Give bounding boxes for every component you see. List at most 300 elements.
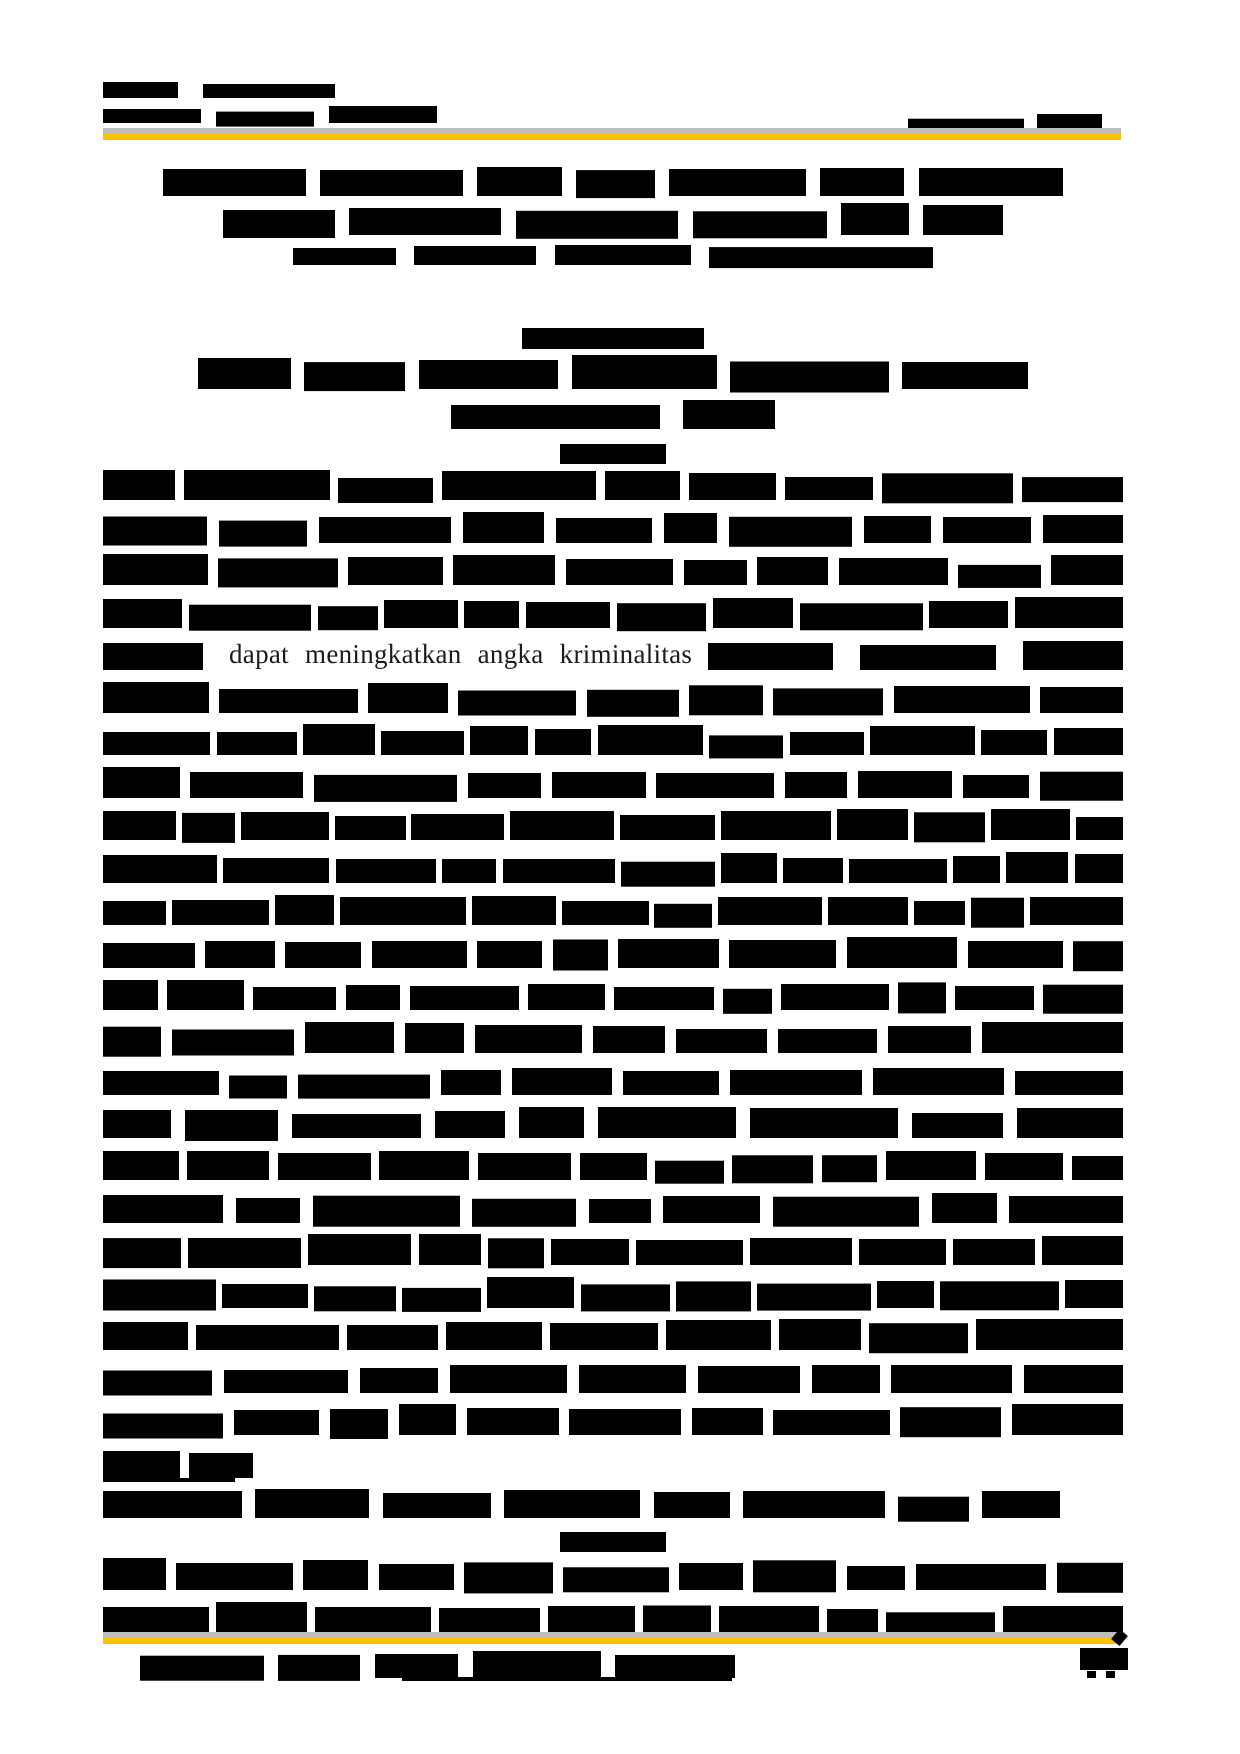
redacted-word	[255, 1489, 369, 1518]
redacted-paragraph-line	[103, 592, 1123, 628]
redacted-word	[348, 557, 443, 585]
redacted-word	[713, 598, 793, 628]
redacted-word	[1017, 1108, 1123, 1137]
redacted-word	[464, 1562, 553, 1593]
redacted-word	[516, 210, 678, 239]
redacted-word	[636, 1240, 743, 1265]
redacted-word	[858, 771, 953, 798]
redacted-word	[224, 1370, 348, 1393]
redacted-word	[552, 772, 646, 798]
redacted-word	[562, 901, 648, 925]
redacted-word	[820, 168, 905, 196]
redacted-word	[982, 1022, 1123, 1052]
redacted-word	[442, 859, 497, 882]
redacted-word	[411, 814, 504, 840]
redacted-word	[971, 897, 1024, 928]
redacted-word	[757, 1283, 871, 1310]
redacted-word	[785, 477, 873, 501]
footer-rule-yellow	[103, 1637, 1121, 1644]
redacted-word	[103, 1491, 242, 1518]
redacted-word	[103, 109, 201, 124]
redacted-word	[581, 1285, 670, 1311]
redacted-word	[528, 984, 604, 1010]
redacted-word	[223, 858, 330, 882]
redacted-word	[1043, 985, 1123, 1014]
redacted-word	[689, 685, 763, 714]
redacted-word	[103, 643, 203, 670]
redacted-word	[1043, 515, 1123, 542]
redacted-word	[303, 724, 374, 755]
redacted-word	[963, 775, 1030, 798]
redacted-word	[623, 1071, 720, 1096]
redacted-word	[219, 521, 307, 546]
redacted-word	[347, 1325, 438, 1351]
redacted-word	[103, 943, 195, 967]
redacted-word	[953, 1239, 1035, 1265]
redacted-word	[1072, 1156, 1123, 1180]
redacted-word	[841, 203, 909, 235]
redacted-word	[812, 1365, 880, 1393]
header-rule-yellow	[103, 134, 1121, 140]
redacted-word	[360, 1368, 438, 1392]
redacted-word	[556, 518, 652, 543]
redacted-word	[916, 1564, 1047, 1590]
redacted-word	[914, 901, 966, 925]
redacted-word	[923, 205, 1003, 235]
redacted-word	[1065, 1280, 1123, 1307]
redacted-word	[292, 1114, 421, 1137]
redacted-word	[103, 599, 182, 628]
redacted-word	[1015, 597, 1123, 627]
redacted-word	[693, 211, 827, 238]
redacted-word	[504, 1490, 640, 1518]
redacted-word	[304, 363, 405, 392]
redacted-word	[828, 897, 908, 925]
redacted-word	[743, 1491, 885, 1518]
redacted-word	[410, 986, 520, 1010]
redacted-word	[679, 1563, 743, 1590]
footer-underline	[402, 1677, 732, 1681]
redacted-word	[275, 895, 335, 925]
redacted-word	[229, 1075, 287, 1098]
redacted-word	[419, 1234, 482, 1265]
redacted-word	[912, 1113, 1003, 1137]
redacted-word	[580, 1153, 647, 1180]
redacted-word	[757, 557, 828, 585]
redacted-word	[468, 773, 542, 798]
redacted-paragraph-line	[103, 1144, 1123, 1180]
redacted-word	[1073, 941, 1123, 971]
redacted-word	[103, 682, 209, 713]
redacted-word	[216, 1602, 307, 1634]
redacted-word	[419, 360, 558, 389]
redacted-word	[1030, 897, 1123, 925]
redacted-word	[187, 1151, 269, 1181]
redacted-word	[781, 984, 888, 1010]
authors-line	[293, 238, 933, 265]
redacted-word	[800, 603, 923, 630]
redacted-word	[189, 604, 312, 630]
email-line	[451, 393, 775, 429]
redacted-word	[708, 643, 832, 670]
redacted-word	[1057, 1563, 1123, 1593]
redacted-word	[399, 1404, 457, 1435]
redacted-word	[503, 859, 615, 883]
redacted-word	[605, 471, 680, 500]
redacted-word	[618, 939, 718, 967]
redacted-word	[709, 247, 933, 268]
redacted-word	[1042, 1236, 1123, 1265]
redacted-word	[732, 1155, 813, 1183]
redacted-word	[654, 1492, 730, 1518]
abstrak-last-line-underline	[103, 1478, 235, 1482]
redacted-word	[958, 565, 1040, 588]
redacted-word	[451, 405, 660, 429]
redacted-word	[902, 362, 1028, 389]
redacted-word	[729, 516, 852, 546]
redacted-word	[346, 985, 401, 1010]
redacted-word	[349, 208, 501, 235]
redacted-word	[692, 1408, 763, 1435]
redacted-paragraph-line	[103, 1229, 1123, 1265]
redacted-word	[103, 1195, 223, 1223]
redacted-paragraph-line	[103, 1399, 1123, 1435]
redacted-word	[837, 809, 908, 840]
redacted-word	[587, 690, 679, 717]
redacted-word	[405, 1023, 464, 1053]
redacted-word	[223, 210, 335, 238]
redacted-word	[478, 1153, 572, 1180]
redacted-paragraph-line	[103, 889, 1123, 925]
redacted-word	[439, 1608, 540, 1633]
redacted-word	[218, 559, 337, 588]
redacted-word	[778, 1029, 877, 1052]
redacted-word	[103, 1558, 166, 1590]
redacted-word	[103, 1151, 179, 1180]
redacted-word	[888, 1026, 972, 1053]
redacted-word	[368, 683, 448, 712]
redacted-word	[553, 940, 608, 970]
redacted-word	[472, 1199, 575, 1227]
redacted-word	[103, 1026, 161, 1056]
redacted-word	[839, 558, 948, 585]
redacted-word	[666, 1320, 771, 1350]
redacted-word	[234, 1410, 319, 1436]
redacted-word	[968, 941, 1063, 967]
redacted-word	[1024, 1365, 1123, 1393]
redacted-word	[1080, 1648, 1128, 1670]
redacted-word	[847, 937, 957, 968]
redacted-word	[535, 729, 591, 755]
redacted-word	[188, 1238, 302, 1268]
redacted-word	[664, 513, 716, 543]
redacted-word	[103, 811, 176, 840]
redacted-paragraph-line	[103, 1442, 1123, 1478]
redacted-word	[103, 1370, 212, 1395]
redacted-word	[898, 1497, 969, 1522]
redacted-word	[1023, 641, 1123, 670]
redacted-word	[1006, 852, 1069, 883]
redacted-word	[560, 444, 666, 464]
redacted-word	[929, 601, 1008, 628]
redacted-word	[827, 1609, 878, 1634]
redacted-word	[103, 1071, 219, 1095]
redacted-word	[314, 775, 458, 802]
redacted-word	[336, 859, 436, 882]
redacted-word	[383, 1493, 491, 1518]
redacted-word	[338, 478, 433, 503]
redacted-word	[914, 812, 985, 843]
institution-line	[198, 351, 1028, 389]
redacted-word	[894, 686, 1030, 713]
redacted-word	[464, 601, 519, 627]
redacted-word	[721, 853, 777, 883]
redacted-word	[1009, 1196, 1123, 1223]
redacted-word	[103, 1110, 171, 1138]
redacted-word	[773, 688, 883, 715]
redacted-word	[103, 1413, 223, 1438]
affiliation-line	[522, 320, 704, 349]
redacted-paragraph-line	[103, 932, 1123, 968]
redacted-paragraph-line	[103, 847, 1123, 883]
redacted-word	[216, 111, 314, 127]
redacted-word	[847, 1566, 906, 1590]
redacted-word	[293, 248, 396, 265]
redacted-word	[103, 855, 217, 883]
redacted-word	[319, 517, 451, 543]
redacted-word	[303, 1560, 368, 1590]
redacted-word	[477, 941, 541, 967]
redacted-word	[103, 767, 180, 798]
redacted-word	[709, 735, 783, 758]
redacted-word	[572, 355, 717, 389]
redacted-word	[526, 602, 610, 627]
article-title-line-1	[163, 158, 1063, 196]
journal-name-line	[103, 75, 335, 98]
redacted-word	[103, 1607, 209, 1633]
redacted-word	[458, 691, 576, 715]
redacted-paragraph-line	[103, 1597, 1123, 1633]
redacted-word	[718, 897, 822, 925]
redacted-word	[617, 603, 707, 631]
redacted-word	[943, 517, 1031, 542]
redacted-word	[991, 809, 1070, 840]
redacted-word	[103, 82, 178, 98]
redacted-word	[621, 862, 715, 886]
redacted-word	[441, 1070, 502, 1096]
redacted-word	[676, 1282, 751, 1311]
redacted-paragraph-line	[103, 1314, 1123, 1350]
redacted-word	[563, 1567, 669, 1593]
redacted-word	[453, 555, 555, 585]
redacted-word	[278, 1655, 360, 1681]
redacted-word	[953, 856, 1000, 882]
redacted-word	[1022, 477, 1123, 502]
redacted-word	[217, 732, 297, 755]
redacted-paragraph-line	[103, 719, 1123, 755]
redacted-word	[779, 1319, 861, 1350]
redacted-word	[620, 815, 715, 840]
redacted-word	[1003, 1606, 1123, 1633]
redacted-paragraph-line	[103, 1187, 1123, 1223]
redacted-word	[684, 560, 747, 585]
redacted-word	[172, 900, 269, 925]
redacted-word	[689, 473, 776, 500]
redacted-word	[721, 811, 831, 840]
redacted-word	[551, 1239, 629, 1265]
redacted-word	[184, 470, 329, 500]
redacted-word	[869, 1323, 968, 1353]
redacted-word	[473, 1651, 601, 1678]
redacted-word	[669, 169, 806, 196]
page-number-descender-2	[1106, 1671, 1115, 1678]
redacted-word	[176, 1563, 293, 1590]
visible-abstrak-text: dapat meningkatkan angka kriminalitas	[229, 639, 693, 669]
redacted-word	[330, 1409, 389, 1439]
redacted-word	[450, 1365, 567, 1393]
redacted-word	[375, 1654, 459, 1678]
redacted-word	[723, 988, 772, 1013]
redacted-paragraph-line	[103, 974, 1123, 1010]
redacted-word	[198, 358, 291, 389]
redacted-word	[185, 1110, 278, 1141]
redacted-line-remainder	[708, 641, 1123, 670]
redacted-word	[103, 554, 208, 585]
redacted-word	[219, 689, 357, 713]
redacted-word	[932, 1193, 997, 1222]
redacted-word	[103, 470, 175, 500]
redacted-word	[487, 1277, 575, 1307]
redacted-word	[589, 1199, 651, 1223]
redacted-word	[783, 858, 843, 882]
redacted-paragraph-line	[103, 1554, 1123, 1590]
redacted-paragraph-line	[103, 762, 1123, 798]
redacted-word	[753, 1561, 836, 1593]
redacted-word	[1075, 854, 1123, 882]
redacted-word	[278, 1153, 371, 1180]
redacted-word	[729, 940, 836, 967]
redacted-word	[773, 1197, 919, 1226]
redacted-word	[236, 1198, 301, 1222]
redacted-word	[864, 516, 931, 542]
redacted-word	[103, 1451, 180, 1478]
redacted-word	[859, 1239, 946, 1265]
redacted-word	[576, 170, 654, 198]
redacted-word	[579, 1365, 686, 1392]
redacted-word	[860, 645, 997, 670]
redacted-word	[940, 1281, 1059, 1310]
redacted-word	[379, 1564, 454, 1590]
redacted-word	[477, 167, 562, 196]
redacted-word	[470, 726, 528, 755]
redacted-word	[253, 987, 336, 1010]
redacted-word	[555, 245, 691, 265]
redacted-word	[877, 1281, 934, 1308]
redacted-word	[488, 1238, 544, 1268]
redacted-word	[655, 1161, 723, 1184]
redacted-word	[512, 1068, 612, 1095]
redacted-word	[435, 1111, 505, 1137]
redacted-word	[1040, 772, 1123, 800]
redacted-word	[315, 1607, 431, 1633]
redacted-word	[822, 1155, 878, 1182]
redacted-word	[463, 512, 544, 543]
page-number-descender-1	[1087, 1671, 1096, 1678]
redacted-word	[196, 1325, 338, 1350]
redacted-word	[222, 1284, 308, 1307]
redacted-word	[335, 816, 405, 840]
redacted-word	[472, 896, 556, 925]
redacted-word	[103, 1279, 216, 1310]
redacted-word	[750, 1108, 898, 1137]
redacted-word	[241, 812, 330, 840]
volume-issue-line	[103, 99, 437, 123]
redacted-word	[900, 1408, 1001, 1438]
redacted-word	[656, 773, 774, 798]
redacted-paragraph-line	[103, 1017, 1123, 1053]
redacted-word	[414, 246, 536, 265]
redacted-word	[163, 169, 306, 196]
redacted-word	[785, 772, 848, 798]
redacted-word	[598, 725, 703, 756]
redacted-word	[475, 1025, 583, 1052]
redacted-word	[849, 859, 946, 882]
redacted-word	[730, 362, 888, 393]
redacted-word	[308, 1234, 411, 1265]
redacted-word	[1012, 1404, 1123, 1435]
redacted-word	[730, 1070, 862, 1095]
redacted-word	[402, 1288, 481, 1312]
redacted-word	[103, 901, 166, 926]
redacted-word	[593, 1026, 665, 1053]
redacted-word	[548, 1606, 636, 1633]
redacted-word	[1015, 1071, 1123, 1096]
redacted-word	[882, 473, 1013, 503]
redacted-paragraph-line	[103, 634, 1123, 670]
redacted-paragraph-line	[103, 507, 1123, 543]
redacted-paragraph-line	[103, 1272, 1123, 1308]
abstrak-heading	[560, 436, 666, 464]
redacted-word	[750, 1238, 852, 1265]
redacted-word	[1051, 555, 1123, 585]
redacted-word	[919, 168, 1063, 196]
redacted-word	[103, 732, 210, 755]
redacted-word	[886, 1151, 976, 1180]
redacted-word	[384, 600, 457, 628]
redacted-word	[719, 1606, 819, 1633]
redacted-word	[790, 732, 864, 755]
redacted-word	[1076, 817, 1123, 840]
redacted-word	[446, 1322, 542, 1350]
redacted-word	[329, 106, 437, 123]
redacted-word	[654, 904, 712, 928]
redacted-word	[189, 1453, 253, 1478]
redacted-word	[203, 84, 335, 99]
redacted-word	[676, 1029, 767, 1053]
redacted-word	[285, 942, 361, 968]
redacted-word	[442, 471, 595, 500]
redacted-paragraph-line	[103, 1059, 1123, 1095]
redacted-word	[614, 987, 714, 1010]
redacted-word	[955, 986, 1034, 1010]
redacted-word	[190, 772, 303, 798]
redacted-word	[510, 811, 614, 840]
redacted-word	[1040, 687, 1123, 713]
redacted-word	[663, 1196, 760, 1223]
redacted-word	[340, 897, 466, 925]
redacted-word	[103, 1322, 188, 1350]
redacted-word	[318, 606, 378, 630]
